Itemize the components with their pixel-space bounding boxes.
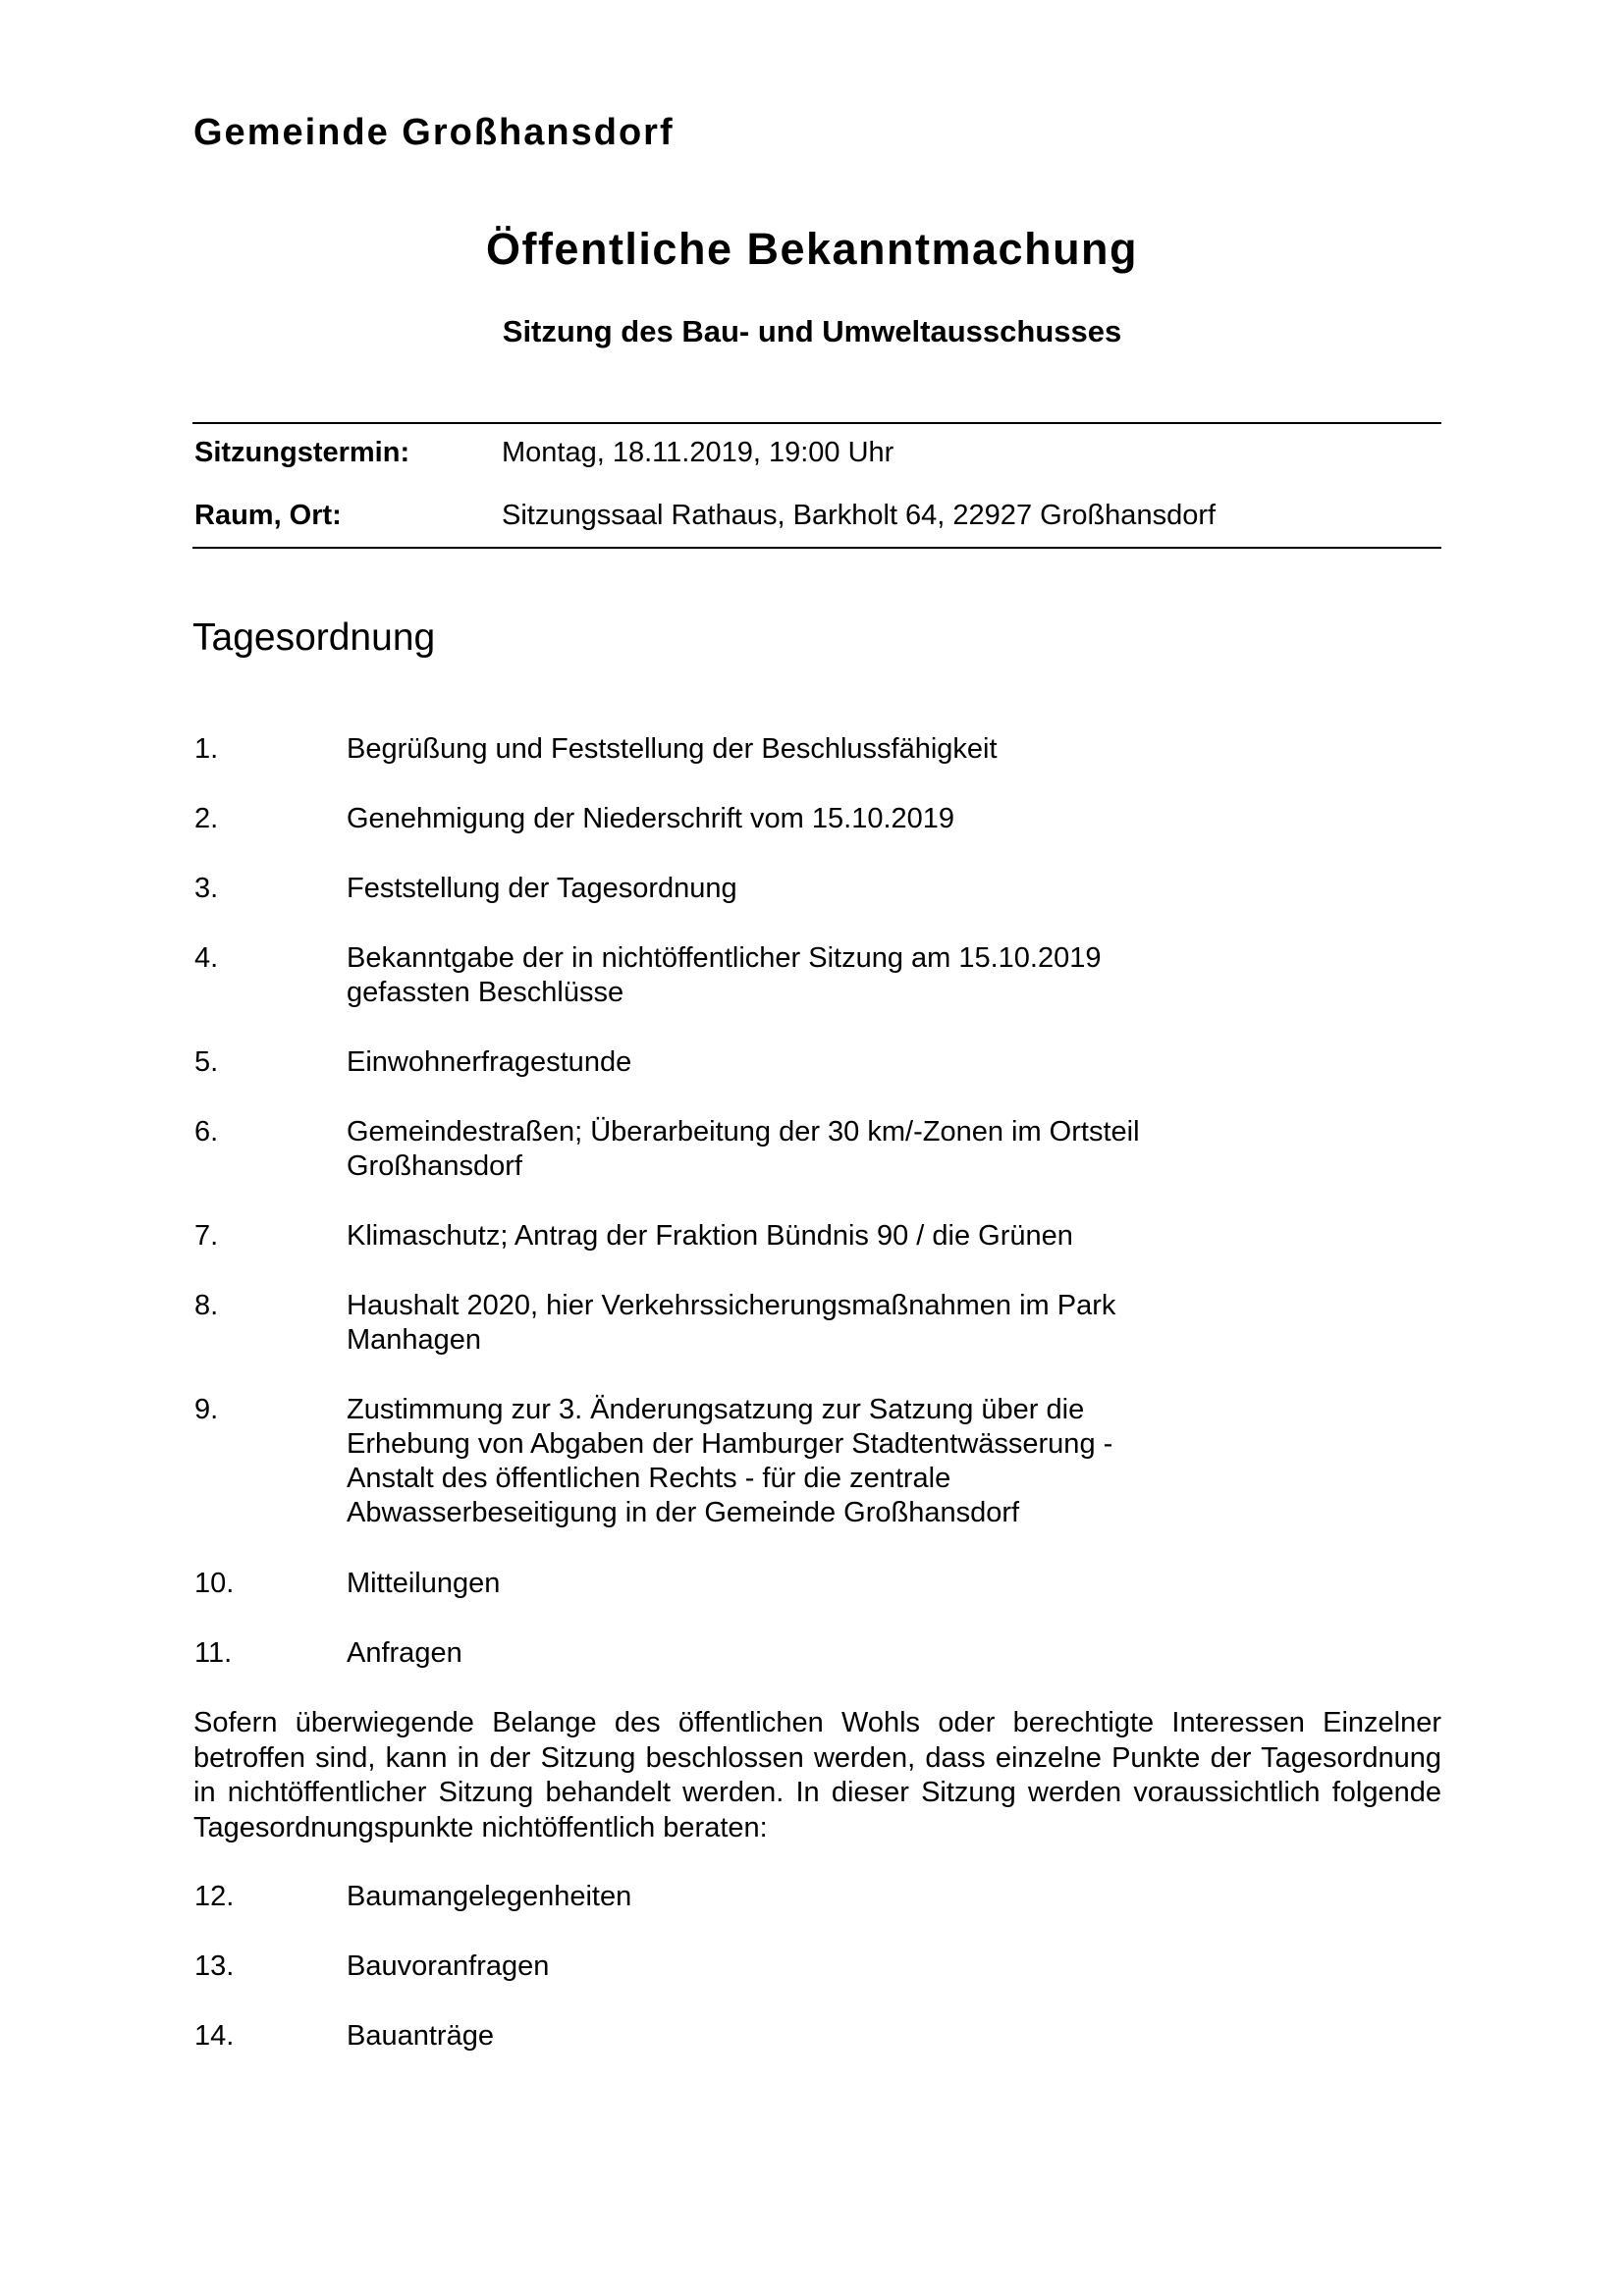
agenda-item-number: 2. (194, 803, 219, 834)
page-subtitle: Sitzung des Bau- und Umweltausschusses (502, 314, 1122, 348)
agenda-item-number: 3. (194, 873, 219, 904)
agenda-item-number: 10. (194, 1568, 235, 1599)
meeting-place-value: Sitzungssaal Rathaus, Barkholt 64, 22927 Großhansdorf (502, 500, 1217, 531)
non-public-notice: Sofern überwiegende Belange des öffentlichen Wohls oder berechtigte Interessen Einzelner betroffen sind, kann in der Sitzung beschlossen werden, dass einzelne Punkte der Tagesordnung in nichtöffentlicher Sitzung behandelt werden. In dieser Sitzung werden voraussichtlich folgende Tagesordnungspunkte nichtöffentlich beraten: (193, 1707, 1441, 1843)
municipality-name: Gemeinde Großhansdorf (193, 112, 675, 153)
agenda-item-text: Mitteilungen (347, 1568, 501, 1599)
agenda-item-text: Haushalt 2020, hier Verkehrssicherungsmaßnahmen im Park Manhagen (347, 1290, 1116, 1356)
agenda-item-text: Baumangelegenheiten (347, 1881, 632, 1912)
agenda-item-text: Bauanträge (347, 2020, 494, 2052)
agenda-item-text: Anfragen (347, 1637, 462, 1669)
agenda-item-number: 9. (194, 1394, 219, 1425)
agenda-item-text: Genehmigung der Niederschrift vom 15.10.2019 (347, 803, 955, 834)
divider-bottom (192, 547, 1441, 549)
meeting-date-label: Sitzungstermin: (194, 437, 410, 468)
agenda-item-text: Zustimmung zur 3. Änderungsatzung zur Satzung über die Erhebung von Abgaben der Hamburger Stadtentwässerung - Anstalt des öffentlichen Rechts - für die zentrale Abwasserbeseitigung in der Gemeinde Großhansdorf (347, 1394, 1113, 1528)
agenda-item-number: 11. (194, 1637, 233, 1669)
agenda-item-number: 14. (194, 2020, 235, 2052)
agenda-item-number: 13. (194, 1950, 235, 1982)
agenda-item-number: 7. (194, 1220, 219, 1252)
agenda-item-number: 12. (194, 1881, 235, 1912)
agenda-item-number: 4. (194, 942, 219, 974)
agenda-item-text: Gemeindestraßen; Überarbeitung der 30 km/-Zonen im Ortsteil Großhansdorf (347, 1116, 1140, 1182)
agenda-item-text: Begrüßung und Feststellung der Beschlussfähigkeit (347, 733, 998, 765)
agenda-item-text: Bauvoranfragen (347, 1950, 550, 1982)
agenda-item-number: 5. (194, 1046, 219, 1078)
meeting-date-value: Montag, 18.11.2019, 19:00 Uhr (502, 437, 894, 468)
agenda-item-text: Bekanntgabe der in nichtöffentlicher Sitzung am 15.10.2019 gefassten Beschlüsse (347, 942, 1102, 1008)
agenda-item-number: 1. (194, 733, 219, 765)
agenda-item-number: 8. (194, 1290, 219, 1321)
agenda-item-text: Einwohnerfragestunde (347, 1046, 632, 1078)
agenda-heading: Tagesordnung (192, 616, 436, 659)
agenda-item-number: 6. (194, 1116, 219, 1148)
agenda-item-text: Klimaschutz; Antrag der Fraktion Bündnis 90 / die Grünen (347, 1220, 1073, 1252)
agenda-item-text: Feststellung der Tagesordnung (347, 873, 737, 904)
page-title: Öffentliche Bekanntmachung (485, 224, 1139, 274)
meeting-place-label: Raum, Ort: (194, 500, 342, 531)
divider-top (192, 422, 1441, 424)
